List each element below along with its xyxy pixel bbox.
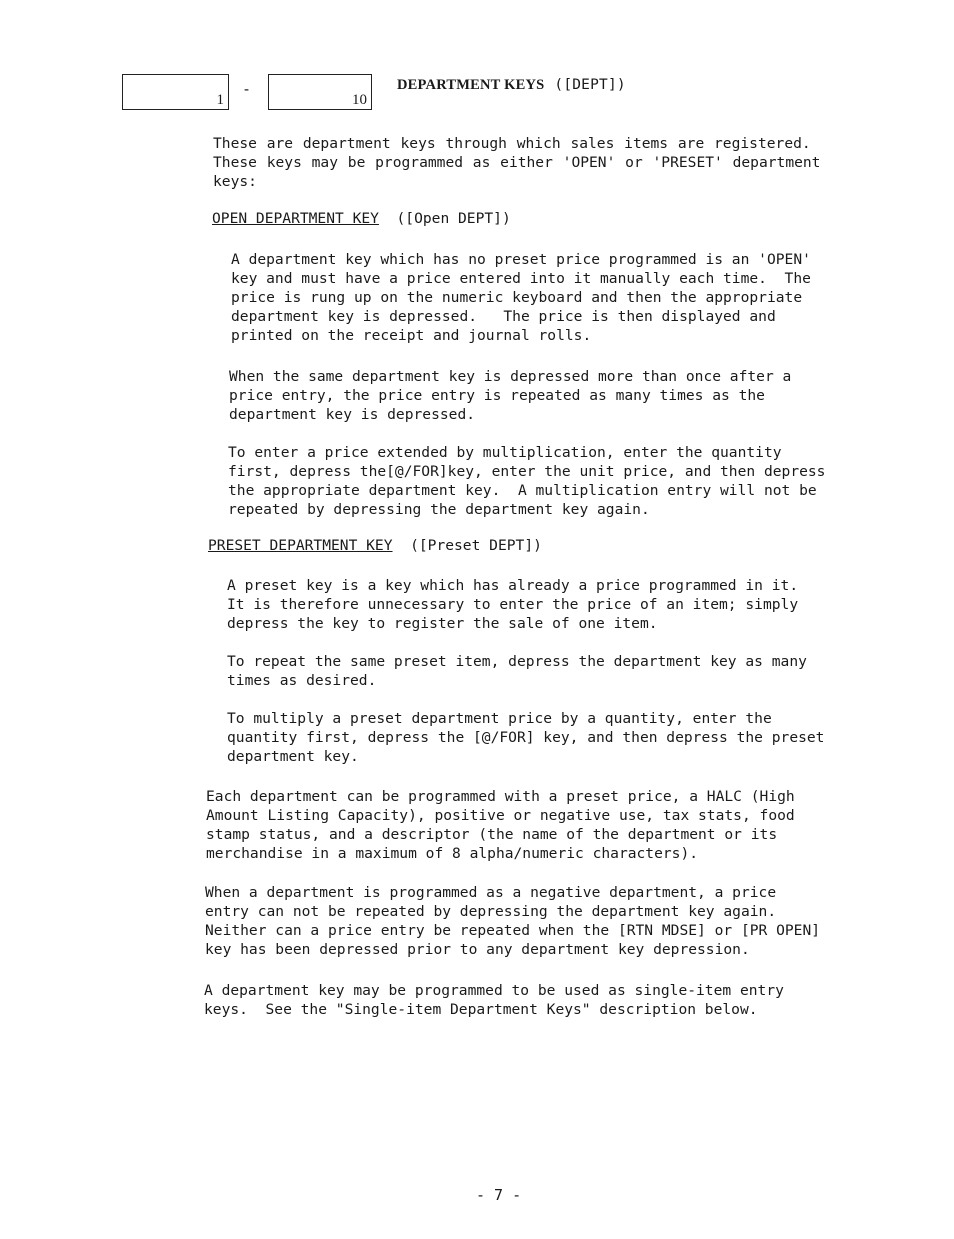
closing-paragraph-1: Each department can be programmed with a preset price, a HALC (High Amount Listing Capacity), positive or negative use, tax stats, food stamp status, and a descriptor (the name of the department or its merchandise in a maximum of 8 alpha/numeric characters). xyxy=(206,788,795,862)
closing-paragraph-3: A department key may be programmed to be used as single-item entry keys. See the "Single-item Department Keys" description below. xyxy=(204,982,784,1018)
open-dept-paragraph-1: A department key which has no preset price programmed is an 'OPEN' key and must have a price entered into it manually each time. The price is rung up on the numeric keyboard and then the appropriate department key is depressed. The price is then displayed and printed on the receipt and journal rolls. xyxy=(231,251,811,344)
preset-dept-paragraph-1: A preset key is a key which has already a price programmed in it. It is therefore unnecessary to enter the price of an item; simply depress the key to register the sale of one item. xyxy=(227,577,799,632)
department-key-1-box xyxy=(122,74,229,110)
closing-paragraph-2: When a department is programmed as a negative department, a price entry can not be repeated by depressing the department key again. Neither can a price entry be repeated when the [RTN MDSE] or [PR OPEN] key has been depressed prior to any department key depression. xyxy=(205,884,821,958)
page-title xyxy=(397,77,626,94)
title-key: ([DEPT]) xyxy=(554,77,626,93)
open-dept-paragraph-2: When the same department key is depressed more than once after a price entry, the price entry is repeated as many times as the department key is depressed. xyxy=(229,368,792,423)
key-range-dash: - xyxy=(242,80,252,98)
page-number: - 7 - xyxy=(476,1186,522,1204)
department-key-10-box xyxy=(268,74,372,110)
key-number-first: 1 xyxy=(216,92,224,108)
preset-dept-heading-text: PRESET DEPARTMENT KEY xyxy=(208,537,393,554)
title-text: DEPARTMENT KEYS xyxy=(397,77,545,93)
open-dept-paragraph-3: To enter a price extended by multiplication, enter the quantity first, depress the[@/FOR]key, enter the unit price, and then depress the appropriate department key. A multiplication entry will not be repeated by depressing the department key again. xyxy=(228,444,826,518)
key-number-last: 10 xyxy=(352,92,367,108)
intro-paragraph: These are department keys through which sales items are registered. These keys may be programmed as either 'OPEN' or 'PRESET' department keys: xyxy=(213,135,821,190)
preset-dept-key-label: ([Preset DEPT]) xyxy=(410,537,542,554)
preset-dept-heading xyxy=(208,537,542,554)
open-dept-key-label: ([Open DEPT]) xyxy=(396,210,511,227)
preset-dept-paragraph-3: To multiply a preset department price by a quantity, enter the quantity first, depress the [@/FOR] key, and then depress the preset department key. xyxy=(227,710,825,765)
open-dept-heading-text: OPEN DEPARTMENT KEY xyxy=(212,210,379,227)
preset-dept-paragraph-2: To repeat the same preset item, depress the department key as many times as desired. xyxy=(227,653,807,689)
open-dept-heading xyxy=(212,210,511,227)
